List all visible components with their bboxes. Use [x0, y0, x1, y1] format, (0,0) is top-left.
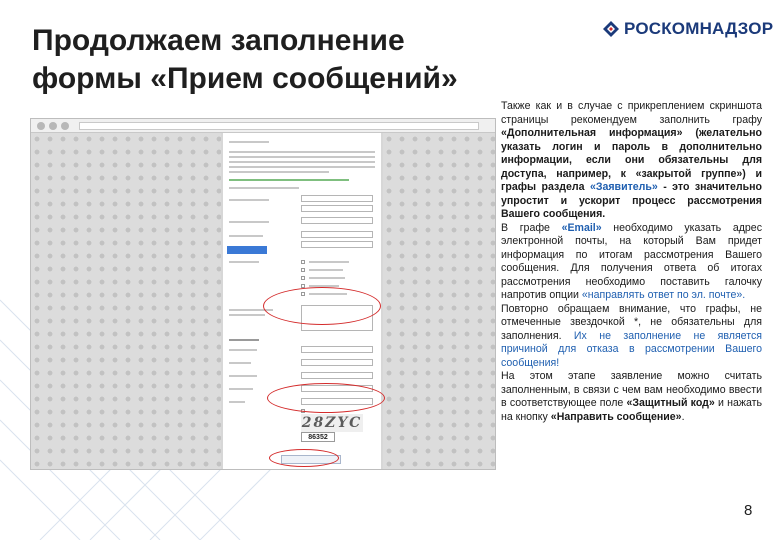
paragraph-submit — [501, 370, 762, 424]
paragraph-email — [501, 222, 762, 303]
applicant-field[interactable] — [301, 372, 373, 379]
reload-button-icon — [61, 122, 69, 130]
text-run: необходимо указать адрес электронной почты, на который Вам придет информация по итогам рассмотрения Вашего сообщения. Для получения ответа об итогах рассмотрения необходимо поставить галочку напротив опции — [501, 221, 762, 301]
form-text-line — [229, 171, 329, 173]
form-text-line — [229, 166, 375, 168]
logo-text: РОСКОМНАДЗОР — [624, 19, 774, 38]
page-number: 8 — [744, 502, 753, 519]
text-run-bold: «Направить сообщение» — [550, 410, 682, 423]
paragraph-additional-info — [501, 100, 762, 222]
form-text-line — [229, 151, 375, 153]
selected-option-highlight — [227, 246, 267, 254]
page-background-left — [31, 133, 221, 470]
text-run: и нажать на кнопку — [501, 397, 762, 423]
form-text-line — [229, 161, 375, 163]
text-run: В графе — [501, 221, 562, 234]
email-label — [229, 401, 245, 403]
field-label — [229, 261, 259, 263]
email-highlight — [267, 383, 385, 413]
slide-title — [32, 22, 512, 98]
title-line-2: формы «Прием сообщений» — [32, 62, 458, 95]
text-run-bold: и графы раздела — [501, 167, 762, 193]
option-label — [309, 261, 349, 263]
text-run-bold: - это значительно упростит и ускорит процесс рассмотрения Вашего сообщения. — [501, 181, 762, 220]
forward-button-icon — [49, 122, 57, 130]
form-select[interactable] — [301, 241, 373, 248]
additional-info-highlight — [263, 287, 381, 325]
roskomnadzor-logo — [602, 18, 773, 40]
instructions-text — [501, 100, 762, 424]
form-text-line — [229, 187, 299, 189]
field-label — [229, 388, 253, 390]
text-run-highlight: «Заявитель» — [589, 181, 658, 193]
text-run-bold: «Дополнительная информация» (желательно указать логин и пароль в дополнительно информации, если они обязательны для доступа, например, к «закрытой группе») — [501, 127, 762, 180]
text-run-highlight: «направлять ответ по эл. почте». — [581, 289, 746, 301]
address-bar — [79, 122, 479, 130]
text-run: На этом этапе заявление можно считать заполненным, в связи с чем вам необходимо ввести в соответствующее поле — [501, 370, 762, 409]
text-run: Также как и в случае с прикреплением скриншота страницы рекомендуем заполнить графу — [501, 100, 762, 126]
title-line-1: Продолжаем заполнение — [32, 24, 405, 57]
page-background-right — [383, 133, 496, 470]
option-label — [309, 277, 345, 279]
form-field[interactable] — [301, 195, 373, 202]
field-label — [229, 235, 263, 237]
form-field[interactable] — [301, 205, 373, 212]
form-screenshot — [30, 118, 496, 470]
field-label — [229, 349, 257, 351]
section-label — [229, 339, 259, 341]
text-run: Повторно обращаем внимание, что графы, не отмеченные звездочкой *, не обязательны для заполнения. — [501, 302, 762, 342]
submit-highlight — [269, 449, 339, 467]
text-run: . — [681, 410, 685, 423]
text-run-bold: «Защитный код» — [626, 397, 715, 409]
option-checkbox[interactable] — [301, 268, 305, 272]
form-section-header — [229, 179, 349, 181]
field-label — [229, 314, 265, 316]
applicant-field[interactable] — [301, 346, 373, 353]
field-label — [229, 362, 251, 364]
captcha-image: 28ZYC — [301, 415, 363, 431]
form-select[interactable] — [301, 231, 373, 238]
option-checkbox[interactable] — [301, 260, 305, 264]
back-button-icon — [37, 122, 45, 130]
field-label — [229, 375, 257, 377]
field-label — [229, 199, 269, 201]
captcha-input[interactable]: 86352 — [301, 432, 335, 442]
paragraph-optional-fields — [501, 303, 762, 371]
option-label — [309, 269, 343, 271]
option-checkbox[interactable] — [301, 276, 305, 280]
logo-emblem-icon — [602, 20, 620, 38]
form-text-line — [229, 156, 375, 158]
field-label — [229, 221, 269, 223]
form-select[interactable] — [301, 217, 373, 224]
text-run-highlight: «Email» — [561, 221, 602, 234]
applicant-field[interactable] — [301, 359, 373, 366]
form-text-line — [229, 141, 269, 143]
browser-toolbar — [31, 119, 495, 133]
text-run-highlight: Их не заполнение не является причиной для отказа в рассмотрении Вашего сообщения! — [501, 329, 762, 369]
